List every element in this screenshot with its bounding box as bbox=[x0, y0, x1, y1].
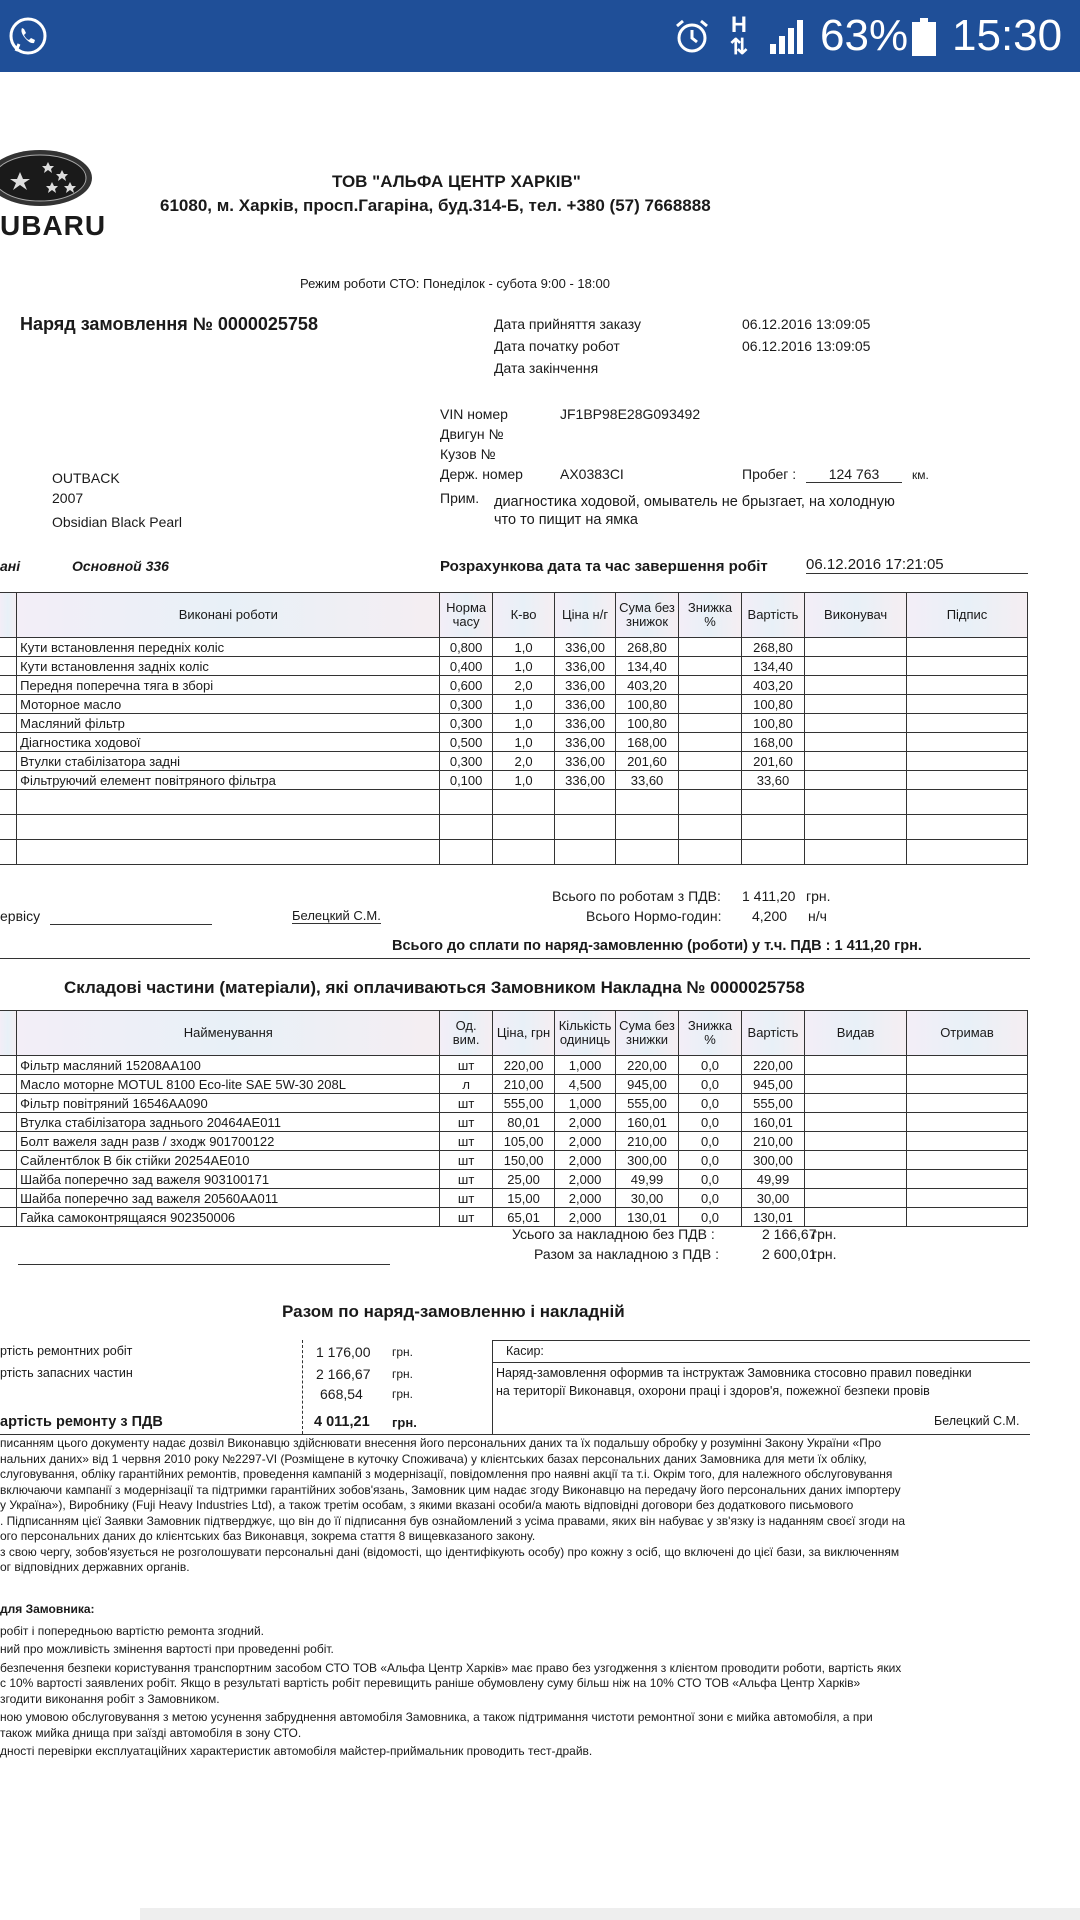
text-line: також мийка днища при заїзді автомобіля в зону СТО. bbox=[0, 1725, 302, 1740]
parts-title: Складові частини (матеріали), які оплачиваються Замовником Накладна № 0000025758 bbox=[64, 978, 805, 997]
col-header: Кількість одиниць bbox=[555, 1011, 615, 1056]
text-line: ний про можливість змінення вартості при проведенні робіт. bbox=[0, 1642, 334, 1656]
summary-vat-value: 668,54 bbox=[320, 1386, 363, 1402]
text-line: робіт і попередньою вартістю ремонта згодний. bbox=[0, 1623, 265, 1638]
table-cell: 1,0 bbox=[492, 657, 554, 676]
table-row bbox=[0, 714, 1028, 733]
working-hours: Режим роботи СТО: Понеділок - субота 9:00 - 18:00 bbox=[300, 276, 610, 291]
table-cell: 220,00 bbox=[492, 1056, 554, 1075]
norm-hours-label: Всього Нормо-годин: bbox=[586, 908, 722, 924]
text-line: включаючи кампанії з модернізації та підтримки гарантійних зобов'язань, Замовник цим надає згоду Виконавцю на передачу його персональних даних імпортеру bbox=[0, 1482, 901, 1497]
table-row bbox=[0, 1075, 1028, 1094]
table-row bbox=[0, 1208, 1028, 1227]
col-header: Отримав bbox=[907, 1011, 1028, 1056]
text-line: згодити виконання робіт з Замовником. bbox=[0, 1691, 220, 1706]
client-notes bbox=[0, 1602, 1030, 1760]
summary-work-label: ртість ремонтних робіт bbox=[0, 1344, 133, 1358]
vehicle-model: OUTBACK bbox=[52, 470, 120, 486]
table-cell: 2,000 bbox=[555, 1151, 615, 1170]
engine-label: Двигун № bbox=[440, 426, 504, 442]
summary-total-unit: грн. bbox=[392, 1415, 417, 1430]
table-cell: 555,00 bbox=[741, 1094, 804, 1113]
table-cell: шт bbox=[440, 1094, 492, 1113]
table-cell: 0,0 bbox=[679, 1208, 741, 1227]
price-base: Основной 336 bbox=[72, 558, 169, 574]
summary-parts-unit: грн. bbox=[392, 1367, 414, 1381]
text-line: слуговування, обліку гарантійних ремонтів, проведення кампаній з модернізації, повідомлення про наявні акції та т.і. Окрім того, для належного обслуговування bbox=[0, 1467, 893, 1481]
table-cell: шт bbox=[440, 1189, 492, 1208]
table-row bbox=[0, 752, 1028, 771]
table-cell: 945,00 bbox=[741, 1075, 804, 1094]
col-header: Вартість bbox=[741, 1011, 804, 1056]
table-cell: 300,00 bbox=[741, 1151, 804, 1170]
text-line: нальних даних» від 1 червня 2010 року №2297-VI (Розміщене в куточку Споживача) у клієнтських базах персональних даних Замовника для мети їх обліку, bbox=[0, 1451, 867, 1466]
table-cell bbox=[679, 676, 741, 695]
text-line: ог відповідних державних органів. bbox=[0, 1560, 190, 1574]
empty-row bbox=[0, 815, 1028, 840]
vin-label: VIN номер bbox=[440, 406, 508, 422]
table-cell: 0,0 bbox=[679, 1056, 741, 1075]
table-cell: 403,20 bbox=[741, 676, 804, 695]
col-header: Вартість bbox=[741, 593, 804, 638]
text-line: дності перевірки експлуатаційних характеристик автомобіля майстер-приймальник проводить тест-драйв. bbox=[0, 1744, 593, 1758]
table-cell: Шайба поперечно зад важеля 903100171 bbox=[17, 1170, 440, 1189]
summary-total-label: артість ремонту з ПДВ bbox=[0, 1414, 163, 1430]
table-cell: 2,000 bbox=[555, 1189, 615, 1208]
works-total-label: Всього по роботам з ПДВ: bbox=[552, 888, 721, 904]
table-cell: Сайлентблок В бік стійки 20254AE010 bbox=[17, 1151, 440, 1170]
table-cell: 1,0 bbox=[492, 714, 554, 733]
works-grand-total: Всього до сплати по наряд-замовленню (роботи) у т.ч. ПДВ : 1 411,20 грн. bbox=[392, 938, 922, 954]
table-cell: Болт важеля задн разв / зходж 901700122 bbox=[17, 1132, 440, 1151]
plate-value: AX0383CI bbox=[560, 466, 624, 482]
col-header: К-во bbox=[492, 593, 554, 638]
table-cell: 100,80 bbox=[741, 714, 804, 733]
order-title: Наряд замовлення № 0000025758 bbox=[20, 314, 318, 334]
table-row bbox=[0, 1132, 1028, 1151]
brand-name: UBARU bbox=[0, 210, 107, 241]
works-table bbox=[0, 592, 1028, 865]
col-header: Знижка % bbox=[679, 593, 741, 638]
end-date-label: Дата закінчення bbox=[494, 360, 599, 376]
table-cell: 220,00 bbox=[615, 1056, 678, 1075]
vehicle-year: 2007 bbox=[52, 490, 84, 506]
mileage-unit: км. bbox=[912, 468, 929, 482]
norm-hours-unit: н/ч bbox=[808, 908, 827, 924]
start-date-label: Дата початку робот bbox=[494, 338, 620, 354]
table-cell: 130,01 bbox=[741, 1208, 804, 1227]
body-label: Кузов № bbox=[440, 446, 496, 462]
table-cell: 1,0 bbox=[492, 638, 554, 657]
table-cell bbox=[679, 714, 741, 733]
table-cell: 403,20 bbox=[615, 676, 678, 695]
company-address: 61080, м. Харків, просп.Гагаріна, буд.314-Б, тел. +380 (57) 7668888 bbox=[160, 196, 711, 215]
summary-block bbox=[0, 1340, 1030, 1436]
table-cell: шт bbox=[440, 1056, 492, 1075]
parts-net-unit: грн. bbox=[812, 1226, 837, 1242]
calc-value: 06.12.2016 17:21:05 bbox=[806, 556, 1028, 574]
table-cell: Фільтр масляний 15208AA100 bbox=[17, 1056, 440, 1075]
table-row bbox=[0, 638, 1028, 657]
table-row bbox=[0, 657, 1028, 676]
table-cell: 201,60 bbox=[615, 752, 678, 771]
table-cell: 0,0 bbox=[679, 1113, 741, 1132]
table-cell: 336,00 bbox=[555, 695, 615, 714]
vin-value: JF1BP98E28G093492 bbox=[560, 406, 701, 422]
parts-gross-label: Разом за накладною з ПДВ : bbox=[534, 1246, 719, 1262]
table-row bbox=[0, 1094, 1028, 1113]
calc-left-label: ані bbox=[0, 558, 21, 574]
table-row bbox=[0, 1113, 1028, 1132]
table-cell: 134,40 bbox=[615, 657, 678, 676]
summary-bottom-line bbox=[0, 1434, 1030, 1435]
works-total-unit: грн. bbox=[806, 888, 831, 904]
plate-label: Держ. номер bbox=[440, 466, 523, 482]
col-header: Од. вим. bbox=[440, 1011, 492, 1056]
table-cell: Втулки стабілізатора задні bbox=[17, 752, 440, 771]
table-cell: 300,00 bbox=[615, 1151, 678, 1170]
table-cell bbox=[679, 638, 741, 657]
service-label: ервісу bbox=[0, 908, 41, 924]
col-header: Найменування bbox=[17, 1011, 440, 1056]
parts-net-label: Усього за накладною без ПДВ : bbox=[512, 1226, 715, 1242]
start-date-value: 06.12.2016 13:09:05 bbox=[742, 338, 871, 354]
table-cell: Кути встановлення задніх коліс bbox=[17, 657, 440, 676]
summary-parts-label: ртість запасних частин bbox=[0, 1366, 133, 1380]
table-row bbox=[0, 1170, 1028, 1189]
table-cell: 1,0 bbox=[492, 695, 554, 714]
table-cell: шт bbox=[440, 1208, 492, 1227]
table-cell: 268,80 bbox=[615, 638, 678, 657]
table-cell: 1,0 bbox=[492, 733, 554, 752]
text-line: безпечення безпеки користування транспортним засобом СТО ТОВ «Альфа Центр Харків» має право без узгодження з клієнтом проводити роботи, вартість яких bbox=[0, 1660, 902, 1675]
table-cell: Масло моторне MOTUL 8100 Eco-lite SAE 5W-30 208L bbox=[17, 1075, 440, 1094]
table-cell: 2,000 bbox=[555, 1132, 615, 1151]
table-cell: шт bbox=[440, 1170, 492, 1189]
table-cell: 1,000 bbox=[555, 1056, 615, 1075]
text-line: с 10% вартості заявлених робіт. Якщо в результаті вартість робіт перевищить раніше обумовлену суму більш ніж на 10% СТО ТОВ «Альфа Центр Харків» bbox=[0, 1676, 861, 1690]
table-cell: 2,000 bbox=[555, 1113, 615, 1132]
clock: 15:30 bbox=[952, 11, 1063, 60]
subaru-logo-icon bbox=[0, 148, 100, 208]
table-cell: Кути встановлення передніх коліс bbox=[17, 638, 440, 657]
table-cell bbox=[679, 657, 741, 676]
table-cell: 2,000 bbox=[555, 1170, 615, 1189]
table-cell: шт bbox=[440, 1151, 492, 1170]
signature-line bbox=[18, 1264, 390, 1265]
table-cell: 100,80 bbox=[741, 695, 804, 714]
table-cell: Втулка стабілізатора заднього 20464AE011 bbox=[17, 1113, 440, 1132]
table-cell: 0,0 bbox=[679, 1075, 741, 1094]
table-cell: 201,60 bbox=[741, 752, 804, 771]
table-cell bbox=[679, 733, 741, 752]
table-cell: 0,100 bbox=[440, 771, 492, 790]
note-label: Прим. bbox=[440, 490, 480, 506]
table-cell: 130,01 bbox=[615, 1208, 678, 1227]
parts-table-header bbox=[0, 1011, 1028, 1056]
table-cell: 0,300 bbox=[440, 752, 492, 771]
parts-gross-value: 2 600,01 bbox=[762, 1246, 817, 1262]
company-name: ТОВ "АЛЬФА ЦЕНТР ХАРКІВ" bbox=[332, 172, 581, 191]
summary-mid-line bbox=[492, 1362, 1030, 1363]
text-line: ною умовою обслуговування з метою усунення забруднення автомобіля Замовника, а також підтримання чистоти ремонтної зони є мийка автомобіля, а при bbox=[0, 1710, 873, 1724]
table-cell: Моторное масло bbox=[17, 695, 440, 714]
text-line: у Україна»), Виробнику (Fuji Heavy Industries Ltd), а також третім особам, з якими вказані особи/а мають відповідні договори без додаткового письмового bbox=[0, 1498, 854, 1512]
table-cell: 0,0 bbox=[679, 1094, 741, 1113]
summary-vat-unit: грн. bbox=[392, 1387, 414, 1401]
table-cell: Фільтруючий елемент повітряного фільтра bbox=[17, 771, 440, 790]
accept-date-label: Дата прийняття заказу bbox=[494, 316, 642, 332]
summary-note-2: на території Виконавця, охорони праці і здоров'я, пожежної безпеки провів bbox=[496, 1384, 930, 1398]
table-cell: 160,01 bbox=[741, 1113, 804, 1132]
empty-row bbox=[0, 790, 1028, 815]
table-row bbox=[0, 1189, 1028, 1208]
table-cell: 80,01 bbox=[492, 1113, 554, 1132]
table-cell: 2,0 bbox=[492, 752, 554, 771]
mileage-value: 124 763 bbox=[806, 466, 902, 483]
viber-icon bbox=[6, 14, 50, 58]
table-row bbox=[0, 1056, 1028, 1075]
table-cell: 336,00 bbox=[555, 733, 615, 752]
table-cell: 30,00 bbox=[741, 1189, 804, 1208]
table-cell: 0,500 bbox=[440, 733, 492, 752]
table-cell: 134,40 bbox=[741, 657, 804, 676]
vehicle-color: Obsidian Black Pearl bbox=[52, 514, 182, 530]
table-cell: 210,00 bbox=[741, 1132, 804, 1151]
table-cell bbox=[679, 695, 741, 714]
table-row bbox=[0, 1151, 1028, 1170]
table-cell: 336,00 bbox=[555, 676, 615, 695]
text-line: . Підписанням цієї Заявки Замовник підтверджує, що він до її підписання був ознайомлений з усіма правами, яких він набуває у зв'язку із наданням своєї згоди на bbox=[0, 1513, 906, 1528]
master-name: Белецкий С.М. bbox=[292, 908, 381, 923]
table-row bbox=[0, 676, 1028, 695]
table-cell: 2,000 bbox=[555, 1208, 615, 1227]
table-cell: 15,00 bbox=[492, 1189, 554, 1208]
battery-percent: 63% bbox=[820, 11, 909, 60]
table-cell: 336,00 bbox=[555, 657, 615, 676]
summary-divider bbox=[492, 1340, 493, 1434]
table-cell: 0,300 bbox=[440, 695, 492, 714]
service-signature-line bbox=[50, 924, 212, 925]
table-cell: 0,300 bbox=[440, 714, 492, 733]
works-total-value: 1 411,20 bbox=[742, 888, 796, 904]
note-line-1: диагностика ходовой, омыватель не брызгает, на холодную bbox=[494, 494, 895, 510]
parts-gross-unit: грн. bbox=[812, 1246, 837, 1262]
table-cell: 268,80 bbox=[741, 638, 804, 657]
table-row bbox=[0, 771, 1028, 790]
col-header: Сума без знижок bbox=[615, 593, 678, 638]
table-cell: 1,000 bbox=[555, 1094, 615, 1113]
text-line: ого персональних даних до клієнтських баз Виконавця, зокрема стаття 8 вищевказаного закону. bbox=[0, 1529, 536, 1543]
table-cell: 65,01 bbox=[492, 1208, 554, 1227]
table-cell: 30,00 bbox=[615, 1189, 678, 1208]
network-type-indicator: H ⇅ bbox=[729, 12, 749, 59]
table-cell: Передня поперечна тяга в зборі bbox=[17, 676, 440, 695]
privacy-consent-text bbox=[0, 1436, 1030, 1576]
summary-parts-value: 2 166,67 bbox=[316, 1366, 371, 1382]
table-cell: 100,80 bbox=[615, 714, 678, 733]
norm-hours-value: 4,200 bbox=[752, 908, 788, 924]
empty-row bbox=[0, 840, 1028, 865]
table-cell: 33,60 bbox=[741, 771, 804, 790]
text-line: писанням цього документу надає дозвіл Виконавцю здійснювати внесення його персональних даних та їх подальшу обробку у розумінні Закону України «Про bbox=[0, 1436, 882, 1450]
table-cell: 555,00 bbox=[492, 1094, 554, 1113]
table-cell: 210,00 bbox=[492, 1075, 554, 1094]
summary-signer: Белецкий С.М. bbox=[934, 1414, 1020, 1428]
parts-table bbox=[0, 1010, 1028, 1227]
table-cell: 945,00 bbox=[615, 1075, 678, 1094]
note-line-2: что то пищит на ямка bbox=[494, 512, 638, 528]
col-header: Підпис bbox=[907, 593, 1028, 638]
table-cell: 4,500 bbox=[555, 1075, 615, 1094]
page-bottom-shadow bbox=[140, 1908, 1080, 1920]
table-cell: Діагностика ходової bbox=[17, 733, 440, 752]
table-cell: 555,00 bbox=[615, 1094, 678, 1113]
alarm-icon bbox=[672, 16, 712, 56]
divider bbox=[0, 958, 1030, 959]
col-header: Ціна н/г bbox=[555, 593, 615, 638]
table-cell: 0,0 bbox=[679, 1189, 741, 1208]
table-cell: Шайба поперечно зад важеля 20560AA011 bbox=[17, 1189, 440, 1208]
table-cell: 25,00 bbox=[492, 1170, 554, 1189]
col-header: Виконані роботи bbox=[17, 593, 440, 638]
summary-divider bbox=[302, 1340, 303, 1434]
table-cell: 336,00 bbox=[555, 638, 615, 657]
summary-note-1: Наряд-замовлення оформив та інструктаж Замовника стосовно правил поведінки bbox=[496, 1366, 972, 1380]
table-cell: 105,00 bbox=[492, 1132, 554, 1151]
table-cell: 336,00 bbox=[555, 714, 615, 733]
table-cell: 168,00 bbox=[615, 733, 678, 752]
table-cell: 220,00 bbox=[741, 1056, 804, 1075]
table-cell: 210,00 bbox=[615, 1132, 678, 1151]
col-header: Сума без знижки bbox=[615, 1011, 678, 1056]
table-cell: 33,60 bbox=[615, 771, 678, 790]
status-bar bbox=[0, 0, 1080, 72]
table-cell: шт bbox=[440, 1113, 492, 1132]
table-cell: 0,0 bbox=[679, 1170, 741, 1189]
col-header: Ціна, грн bbox=[492, 1011, 554, 1056]
battery-icon bbox=[912, 18, 936, 56]
table-cell: 49,99 bbox=[615, 1170, 678, 1189]
parts-net-value: 2 166,67 bbox=[762, 1226, 817, 1242]
summary-total-value: 4 011,21 bbox=[314, 1414, 370, 1430]
table-cell: 336,00 bbox=[555, 771, 615, 790]
table-cell: 150,00 bbox=[492, 1151, 554, 1170]
table-cell: 0,0 bbox=[679, 1132, 741, 1151]
col-header: Знижка % bbox=[679, 1011, 741, 1056]
work-order-document bbox=[0, 72, 1080, 1920]
table-cell: 336,00 bbox=[555, 752, 615, 771]
table-cell: Фільтр повітряний 16546AA090 bbox=[17, 1094, 440, 1113]
summary-top-line bbox=[492, 1340, 1030, 1341]
table-cell: Гайка самоконтрящаяся 902350006 bbox=[17, 1208, 440, 1227]
table-cell: 0,800 bbox=[440, 638, 492, 657]
table-cell: л bbox=[440, 1075, 492, 1094]
text-line: з свою чергу, зобов'язується не розголошувати персональні дані (відомості, що ідентифікують особу) про кожну з осіб, що включені до цієї бази, за виключенням bbox=[0, 1544, 900, 1559]
table-row bbox=[0, 733, 1028, 752]
works-table-header bbox=[0, 593, 1028, 638]
table-cell: Масляний фільтр bbox=[17, 714, 440, 733]
table-cell: 0,400 bbox=[440, 657, 492, 676]
table-cell: 1,0 bbox=[492, 771, 554, 790]
mileage-label: Пробег : bbox=[742, 466, 797, 482]
table-cell: 168,00 bbox=[741, 733, 804, 752]
table-cell: 2,0 bbox=[492, 676, 554, 695]
table-cell: 49,99 bbox=[741, 1170, 804, 1189]
summary-work-unit: грн. bbox=[392, 1345, 414, 1359]
table-cell: 100,80 bbox=[615, 695, 678, 714]
signal-icon bbox=[768, 18, 808, 54]
summary-work-value: 1 176,00 bbox=[316, 1344, 371, 1360]
col-header: Виконувач bbox=[805, 593, 907, 638]
col-header: Видав bbox=[805, 1011, 907, 1056]
table-cell bbox=[679, 752, 741, 771]
calc-label: Розрахункова дата та час завершення робіт bbox=[440, 558, 768, 575]
table-cell: 160,01 bbox=[615, 1113, 678, 1132]
table-row bbox=[0, 695, 1028, 714]
summary-title: Разом по наряд-замовленню і накладній bbox=[282, 1302, 625, 1321]
table-cell: шт bbox=[440, 1132, 492, 1151]
client-notes-title: для Замовника: bbox=[0, 1602, 95, 1616]
table-cell: 0,0 bbox=[679, 1151, 741, 1170]
table-cell bbox=[679, 771, 741, 790]
accept-date-value: 06.12.2016 13:09:05 bbox=[742, 316, 871, 332]
col-header: Норма часу bbox=[440, 593, 492, 638]
cashier-label: Касир: bbox=[506, 1344, 544, 1358]
table-cell: 0,600 bbox=[440, 676, 492, 695]
